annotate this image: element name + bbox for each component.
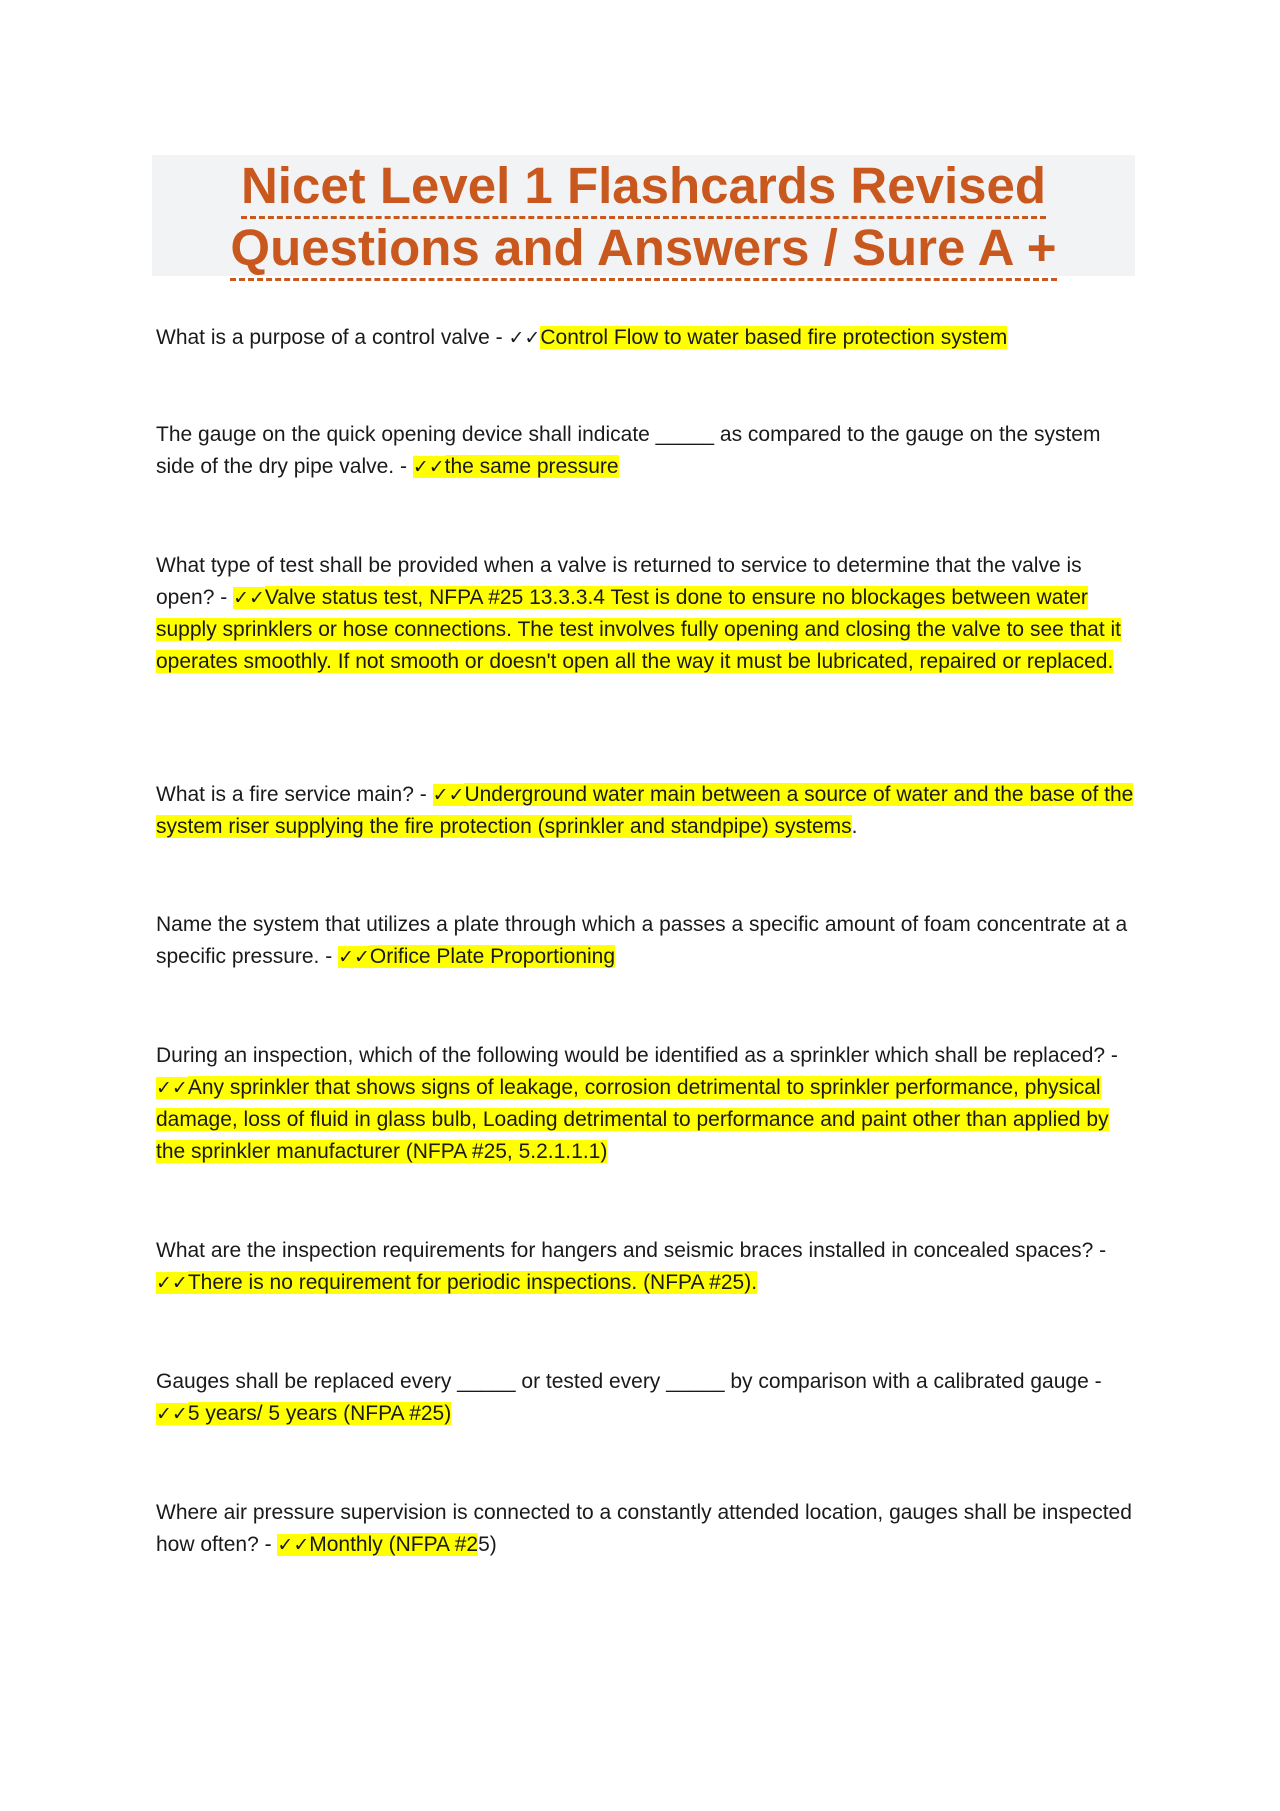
- flashcard-item: [156, 1366, 1136, 1430]
- question-text: Gauges shall be replaced every _____ or tested every _____ by comparison with a calibrated gauge -: [156, 1370, 1102, 1393]
- check-mark-icon: ✓✓: [508, 327, 541, 349]
- question-text: What are the inspection requirements for hangers and seismic braces installed in concealed spaces? -: [156, 1239, 1107, 1262]
- answer-text: Valve status test, NFPA #25 13.3.3.4 Test is done to ensure no blockages between water supply sprinklers or hose connections. The test involves fully opening and closing the valve to see that it operates smoothly. If not smooth or doesn't open all the way it must be lubricated, repaired or replaced.: [156, 586, 1121, 673]
- question-text: What is a purpose of a control valve -: [156, 326, 509, 349]
- flashcard-item: [156, 779, 1136, 843]
- answer-text: There is no requirement for periodic inspections. (NFPA #25).: [187, 1271, 758, 1294]
- answer-tail: .: [851, 815, 858, 838]
- flashcard-item: [156, 550, 1136, 678]
- title-banner: [152, 155, 1135, 276]
- answer-text: Monthly (NFPA #2: [309, 1533, 479, 1556]
- flashcard-item: [156, 1497, 1136, 1561]
- check-mark-icon: ✓✓: [156, 1077, 188, 1099]
- check-mark-icon: ✓✓: [156, 1403, 188, 1425]
- question-text: What is a fire service main? -: [156, 783, 433, 806]
- check-mark-icon: ✓✓: [277, 1534, 310, 1556]
- question-text: Where air pressure supervision is connected to a constantly attended location, gauges shall be inspected how often? -: [156, 1501, 1132, 1556]
- flashcard-item: [156, 1040, 1136, 1168]
- check-mark-icon: ✓✓: [412, 456, 445, 478]
- document-title-line-2: Questions and Answers / Sure A +: [230, 219, 1056, 281]
- check-mark-icon: ✓✓: [432, 784, 465, 806]
- question-text: Name the system that utilizes a plate through which a passes a specific amount of foam concentrate at a specific pressure. -: [156, 913, 1128, 968]
- answer-tail: 5): [478, 1533, 497, 1556]
- flashcard-item: [156, 419, 1136, 483]
- check-mark-icon: ✓✓: [233, 587, 265, 609]
- answer-text: Underground water main between a source of water and the base of the system riser supplying the fire protection (sprinkler and standpipe) systems: [156, 783, 1134, 838]
- flashcard-item: [156, 909, 1136, 973]
- answer-text: Control Flow to water based fire protection system: [540, 326, 1008, 349]
- answer-text: Any sprinkler that shows signs of leakage, corrosion detrimental to sprinkler performance, physical damage, loss of fluid in glass bulb, Loading detrimental to performance and paint other than applied by the sprinkler manufacturer (NFPA #25, 5.2.1.1.1): [156, 1076, 1109, 1163]
- question-text: The gauge on the quick opening device shall indicate _____ as compared to the gauge on the system side of the dry pipe valve. -: [156, 423, 1101, 478]
- question-text: What type of test shall be provided when a valve is returned to service to determine that the valve is open? -: [156, 554, 1082, 609]
- check-mark-icon: ✓✓: [338, 946, 370, 968]
- flashcard-item: [156, 1235, 1136, 1299]
- check-mark-icon: ✓✓: [156, 1272, 188, 1294]
- question-text: During an inspection, which of the following would be identified as a sprinkler which shall be replaced? -: [156, 1044, 1118, 1067]
- answer-text: the same pressure: [444, 455, 619, 478]
- answer-text: Orifice Plate Proportioning: [369, 945, 616, 968]
- answer-text: 5 years/ 5 years (NFPA #25): [187, 1402, 452, 1425]
- flashcard-item: [156, 322, 1136, 354]
- document-title-line-1: Nicet Level 1 Flashcards Revised: [241, 157, 1046, 219]
